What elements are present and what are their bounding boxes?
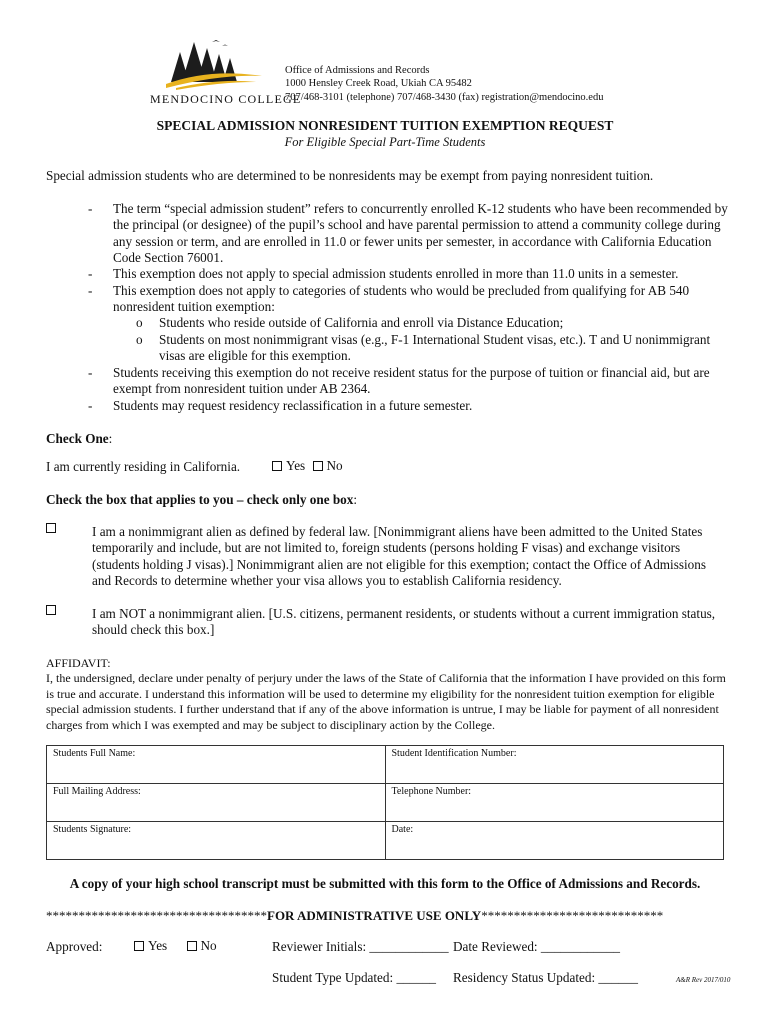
bullet-dash: - [88, 283, 93, 298]
residing-no-checkbox[interactable] [313, 461, 323, 471]
student-id-field[interactable] [385, 746, 724, 784]
residing-yes-label: Yes [286, 458, 306, 473]
check-box-colon: : [353, 492, 358, 507]
telephone-label: Telephone Number: [391, 786, 472, 797]
revision-note: A&R Rev 2017/010 [676, 976, 731, 984]
transcript-note: A copy of your high school transcript must be submitted with this form to the Office of Admissions and Records. [69, 876, 701, 891]
approved-no-checkbox[interactable] [187, 941, 197, 951]
student-id-label: Student Identification Number: [391, 748, 517, 759]
check-box-heading [46, 492, 357, 508]
admin-stars-right: **************************** [481, 908, 664, 923]
bullet-item: This exemption does not apply to special admission students enrolled in more than 11.0 units in a semester. [113, 266, 679, 281]
bullet-item: The term “special admission student” refers to concurrently enrolled K-12 students who have been recommended by the principal (or designee) of the pupil’s school and have parental permission to attend a community college during any session or term, and are enrolled in 11.0 or fewer units per semester, in accordance with California Education Code Section 76001. [113, 201, 728, 266]
check-box-label: Check the box that applies to you – check only one box [46, 492, 354, 507]
reviewer-initials[interactable]: Reviewer Initials: ____________ [272, 939, 449, 954]
sub-bullet-marker: o [136, 315, 143, 330]
admin-label: FOR ADMINISTRATIVE USE ONLY [267, 908, 482, 923]
sub-bullet-item: Students who reside outside of California and enroll via Distance Education; [159, 315, 564, 330]
approved-no-label: No [200, 938, 217, 953]
bullet-item: This exemption does not apply to categories of students who would be precluded from qualifying for AB 540 nonresident tuition exemption: [113, 283, 690, 315]
signature-label: Students Signature: [53, 824, 132, 835]
office-address: 1000 Hensley Creek Road, Ukiah CA 95482 [285, 78, 472, 90]
bullet-dash: - [88, 201, 93, 216]
page-subtitle: For Eligible Special Part-Time Students [284, 135, 486, 149]
page-title: SPECIAL ADMISSION NONRESIDENT TUITION EXEMPTION REQUEST [156, 118, 614, 133]
office-contact: 707/468-3101 (telephone) 707/468-3430 (fax) registration@mendocino.edu [285, 91, 604, 103]
college-logo [150, 38, 302, 108]
date-label: Date: [391, 824, 414, 835]
date-field[interactable] [385, 822, 724, 860]
residing-no-label: No [326, 458, 343, 473]
signature-field[interactable] [47, 822, 386, 860]
bullet-dash: - [88, 365, 93, 380]
nonimmigrant-option-text: I am a nonimmigrant alien as defined by federal law. [Nonimmigrant aliens have been admitted to the United States temporarily and include, but are not limited to, foreign students (persons holding F visas) and exchange visitors (students holding J visas).] Nonimmigrant alien are not eligible for this exemption; contact the Office of Admissions and Records to determine whether your visa allows you to establish California residency. [92, 524, 706, 589]
date-reviewed[interactable]: Date Reviewed: ____________ [453, 939, 621, 954]
residing-options [272, 458, 343, 474]
affidavit-text: I, the undersigned, declare under penalty of perjury under the laws of the State of California that the information I have provided on this form is true and accurate. I understand this information will be used to determine my eligibility for the nonresident tuition exemption for eligible special admission students. I further understand that if any of the above information is untrue, I may be liable for payment of all nonresident charges from which I was exempted and may be subject to disciplinary action by the College. [46, 671, 726, 732]
logo-text: MENDOCINO COLLEGE [150, 92, 302, 106]
intro-text: Special admission students who are determined to be nonresidents may be exempt from paying nonresident tuition. [46, 168, 654, 183]
approved-label: Approved: [46, 939, 103, 954]
student-type-updated[interactable]: Student Type Updated: ______ [272, 970, 437, 985]
check-one-heading [46, 431, 112, 447]
approved-options [134, 938, 217, 954]
full-name-field[interactable] [47, 746, 386, 784]
admin-stars-left: ********************************** [46, 908, 267, 923]
sub-bullet-marker: o [136, 332, 143, 347]
pine-trees-icon [150, 38, 280, 90]
affidavit-heading: AFFIDAVIT: [46, 656, 111, 670]
residing-yes-checkbox[interactable] [272, 461, 282, 471]
sub-bullet-item: Students on most nonimmigrant visas (e.g., F-1 International Student visas, etc.). T and U nonimmigrant visas are eligible for this exemption. [159, 332, 711, 364]
nonimmigrant-checkbox[interactable] [46, 523, 56, 533]
bullet-item: Students receiving this exemption do not receive resident status for the purpose of tuition or financial aid, but are exempt from nonresident tuition under AB 2364. [113, 365, 710, 397]
not-nonimmigrant-option-text: I am NOT a nonimmigrant alien. [U.S. citizens, permanent residents, or students without a current immigration status, should check this box.] [92, 606, 716, 638]
not-nonimmigrant-checkbox[interactable] [46, 605, 56, 615]
student-info-table [46, 745, 724, 860]
admin-banner [46, 908, 663, 924]
bullet-item: Students may request residency reclassification in a future semester. [113, 398, 473, 413]
bullet-dash: - [88, 398, 93, 413]
office-name: Office of Admissions and Records [285, 65, 430, 76]
approved-yes-label: Yes [148, 938, 168, 953]
mailing-address-label: Full Mailing Address: [53, 786, 141, 797]
residing-question: I am currently residing in California. [46, 459, 241, 474]
mailing-address-field[interactable] [47, 784, 386, 822]
bullet-dash: - [88, 266, 93, 281]
check-one-colon: : [108, 431, 113, 446]
full-name-label: Students Full Name: [53, 748, 136, 759]
header-contact [285, 64, 603, 104]
residency-status-updated[interactable]: Residency Status Updated: ______ [453, 970, 638, 985]
check-one-label: Check One [46, 431, 109, 446]
approved-yes-checkbox[interactable] [134, 941, 144, 951]
telephone-field[interactable] [385, 784, 724, 822]
